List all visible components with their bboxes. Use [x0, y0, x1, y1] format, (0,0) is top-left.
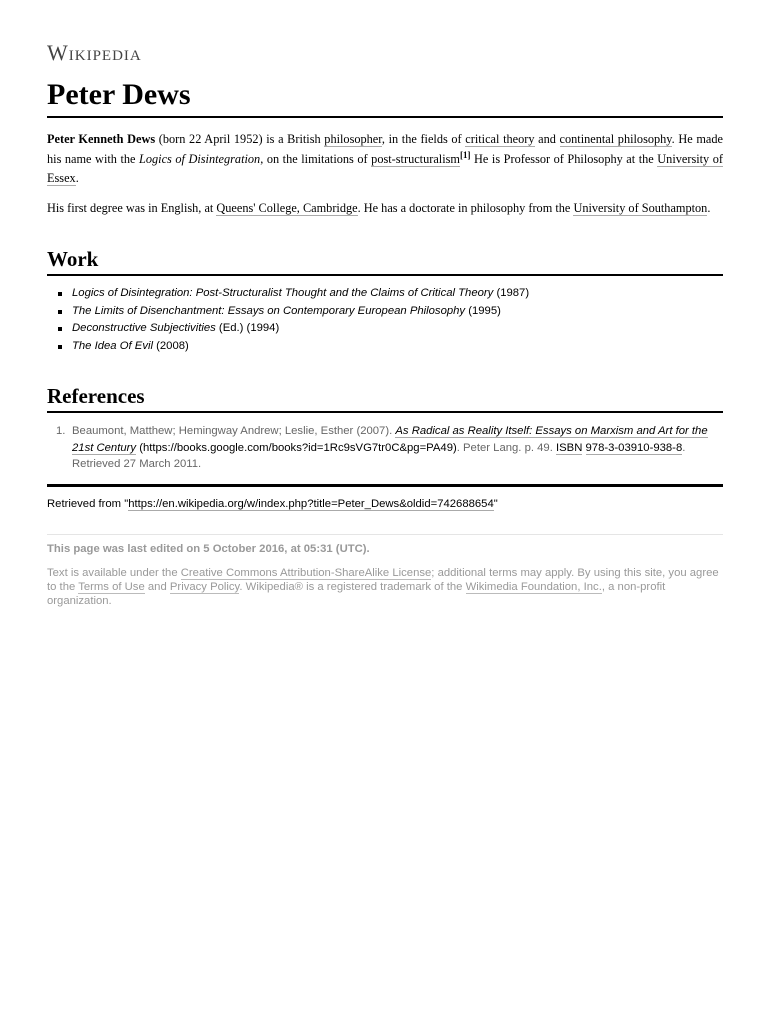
retrieved-prefix: Retrieved from " — [47, 497, 129, 510]
cc-license-link[interactable]: Creative Commons Attribution-ShareAlike License — [180, 566, 432, 579]
license-text-2: ; additional terms may apply. By using this site, you agree to the — [47, 566, 719, 593]
license-text-3: and — [144, 580, 170, 593]
reference-authors: Beaumont, Matthew; Hemingway Andrew; Leslie, Esther (2007). — [72, 425, 396, 437]
philosopher-link[interactable]: philosopher — [324, 132, 382, 146]
reference-publisher: . Peter Lang. p. 49. — [456, 441, 556, 454]
intro-paragraph — [47, 130, 723, 189]
reference-number: 1. — [56, 425, 66, 437]
work-title: Deconstructive Subjectivities — [72, 322, 216, 334]
retrieved-from — [47, 484, 723, 512]
queens-college-link[interactable]: Queens' College, Cambridge — [216, 200, 358, 215]
license-text-1: Text is available under the — [47, 566, 181, 579]
reference-item — [56, 423, 723, 473]
critical-theory-link[interactable]: critical theory — [465, 132, 535, 146]
bullet-icon — [58, 345, 62, 349]
intro-text-6: He is Professor of Philosophy at the — [470, 151, 658, 166]
intro-text-7: . — [75, 171, 79, 185]
last-edited: This page was last edited on 5 October 2016, at 05:31 (UTC). — [47, 542, 370, 555]
intro-text-3: and — [534, 132, 560, 146]
terms-of-use-link[interactable]: Terms of Use — [78, 580, 145, 593]
list-item — [72, 320, 723, 338]
subject-name: Peter Kenneth Dews — [47, 132, 156, 146]
references-heading: References — [47, 383, 723, 413]
bullet-icon — [58, 292, 62, 296]
wikimedia-foundation-link[interactable]: Wikimedia Foundation, Inc. — [465, 580, 602, 593]
wikipedia-logo[interactable]: Wikipedia — [47, 40, 142, 65]
references-list — [47, 423, 723, 473]
intro-text-4: . He made his name with the — [47, 132, 723, 166]
reference-retrieved: . Retrieved 27 March 2011. — [72, 441, 686, 470]
continental-philosophy-link[interactable]: continental philosophy — [559, 132, 672, 146]
work-list — [47, 285, 723, 355]
reference-url[interactable]: (https://books.google.com/books?id=1Rc9sVG7tr0C&pg=PA49) — [136, 441, 457, 454]
edu-text-3: . — [707, 200, 711, 215]
article-page — [47, 0, 723, 608]
page-title: Peter Dews — [47, 78, 723, 118]
reference-title-link[interactable]: As Radical as Reality Itself: Essays on Marxism and Art for the 21st Century — [72, 425, 708, 454]
bullet-icon — [58, 327, 62, 331]
list-item — [72, 303, 723, 321]
isbn-link[interactable]: ISBN — [555, 441, 583, 454]
privacy-policy-link[interactable]: Privacy Policy — [169, 580, 240, 593]
permanent-url-link[interactable]: https://en.wikipedia.org/w/index.php?title=Peter_Dews&oldid=742688654 — [128, 497, 494, 510]
retrieved-suffix: " — [493, 497, 498, 510]
bullet-icon — [58, 310, 62, 314]
license-text-5: , a non-profit organization. — [47, 580, 666, 607]
license-text-4: . Wikipedia® is a registered trademark of the — [239, 580, 466, 593]
intro-text-2: , in the fields of — [381, 132, 466, 146]
post-structuralism-link[interactable]: post-structuralism — [371, 151, 460, 166]
work-title: The Idea Of Evil — [72, 339, 153, 352]
intro-text-1: (born 22 April 1952) is a British — [155, 132, 325, 146]
citation-ref-1[interactable]: [1] — [459, 149, 471, 160]
work-detail: (2008) — [153, 339, 189, 352]
isbn-number-link[interactable]: 978-3-03910-938-8 — [585, 441, 683, 454]
list-item — [72, 285, 723, 303]
university-of-essex-link[interactable]: University of Essex — [47, 151, 723, 185]
page-footer — [47, 534, 723, 608]
work-heading: Work — [47, 246, 723, 276]
education-paragraph — [47, 199, 723, 219]
intro-text-5: , on the limitations of — [260, 151, 372, 166]
license-text — [47, 566, 723, 608]
work-title: The Limits of Disenchantment: Essays on Contemporary European Philosophy — [72, 304, 466, 317]
edu-text-2: . He has a doctorate in philosophy from the — [357, 200, 574, 215]
work-detail: (1995) — [465, 304, 501, 317]
work-title: Logics of Disintegration: Post-Structuralist Thought and the Claims of Critical Theory — [72, 287, 494, 299]
book-title: Logics of Disintegration — [139, 151, 261, 166]
work-detail: (Ed.) (1994) — [215, 322, 280, 334]
work-detail: (1987) — [493, 287, 530, 299]
university-of-southampton-link[interactable]: University of Southampton — [573, 200, 708, 215]
edu-text-1: His first degree was in English, at — [47, 200, 217, 215]
list-item — [72, 338, 723, 356]
